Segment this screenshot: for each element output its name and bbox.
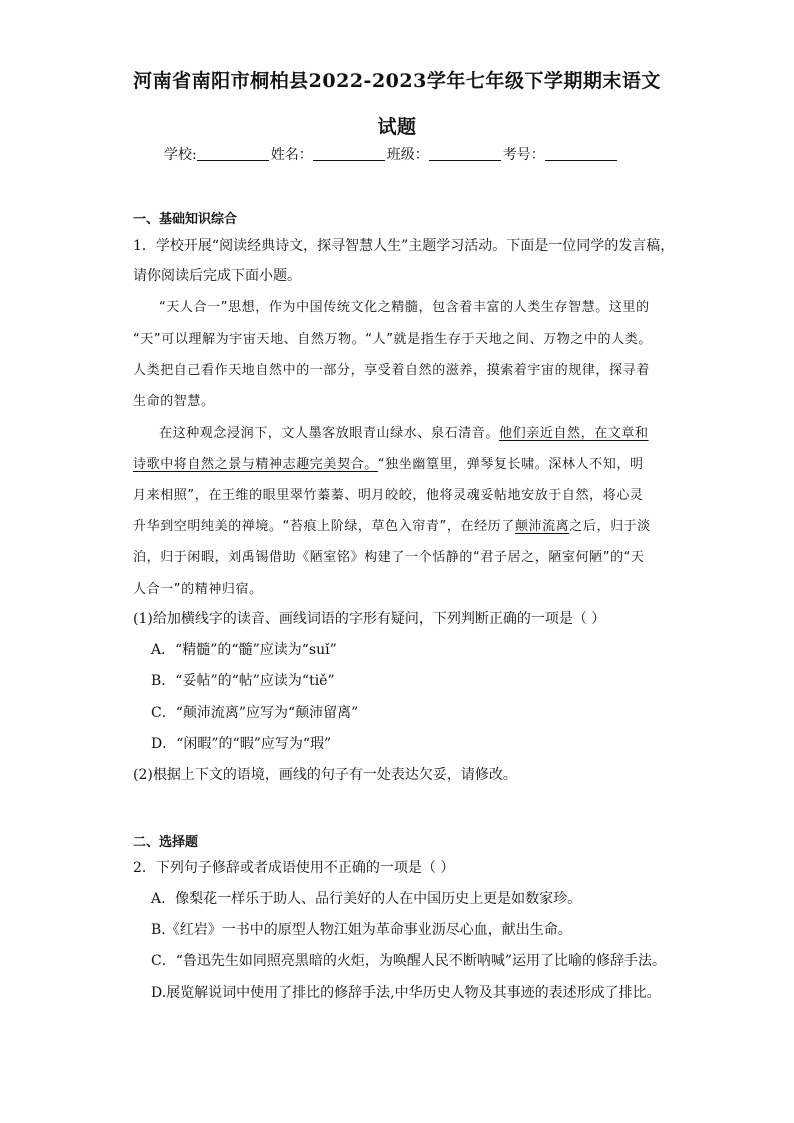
section2-heading: 二、选择题 bbox=[133, 835, 199, 850]
option-d[interactable]: D．“闲暇”的“暇”应写为“瑕” bbox=[151, 736, 332, 752]
passage-p1-line4: 生命的智慧。 bbox=[133, 394, 215, 409]
passage-p2-line4: 升华到空明纯美的禅境。“苔痕上阶绿，草色入帘青”，在经历了颠沛流离之后，归于淡 bbox=[133, 519, 651, 534]
number-label: 考号： bbox=[502, 147, 545, 163]
q1-stem-line1: 1．学校开展“阅读经典诗文，探寻智慧人生”主题学习活动。下面是一位同学的发言稿， bbox=[133, 238, 675, 254]
section1-heading: 一、基础知识综合 bbox=[133, 212, 238, 227]
name-label: 姓名： bbox=[270, 147, 313, 163]
number-blank[interactable] bbox=[545, 146, 617, 161]
passage-p2-line5: 泊，归于闲暇，刘禹锡借助《陋室铭》构建了一个恬静的“君子居之，陋室何陋”的“天 bbox=[133, 550, 645, 565]
name-blank[interactable] bbox=[313, 146, 385, 161]
student-info-row bbox=[164, 144, 619, 164]
passage-p2-line1: 在这种观念浸润下，文人墨客放眼青山绿水、泉石清音。他们亲近自然，在文章和 bbox=[159, 426, 649, 441]
school-label: 学校: bbox=[164, 147, 197, 163]
q1-stem-line2: 请你阅读后完成下面小题。 bbox=[133, 268, 301, 284]
passage-p2-line3: 月来相照”，在王维的眼里翠竹蓁蓁、明月皎皎，他将灵魂妥帖地安放于自然，将心灵 bbox=[133, 488, 644, 503]
sub-question-2: (2)根据上下文的语境，画线的句子有一处表达欠妥，请修改。 bbox=[133, 767, 517, 783]
option-a[interactable]: A．“精髓”的“髓”应读为“suǐ” bbox=[151, 642, 337, 658]
passage-p1-line3: 人类把自己看作天地自然中的一部分，享受着自然的滋养，摸索着宇宙的规律，探寻着 bbox=[133, 363, 650, 378]
passage-p1-line1: “天人合一”思想，作为中国传统文化之精髓，包含着丰富的人类生存智慧。这里的 bbox=[159, 300, 650, 315]
class-label: 班级： bbox=[386, 147, 429, 163]
passage-p1-line2: “天”可以理解为宇宙天地、自然万物。“人”就是指生存于天地之间、万物之中的人类。 bbox=[133, 332, 652, 347]
q2-stem: 2．下列句子修辞或者成语使用不正确的一项是（ ） bbox=[133, 860, 455, 876]
q2-option-c[interactable]: C．“鲁迅先生如同照亮黑暗的火炬，为唤醒人民不断呐喊”运用了比喻的修辞手法。 bbox=[151, 953, 667, 969]
underlined-sentence-part1: 他们亲近自然，在文章和 bbox=[499, 426, 649, 441]
q2-option-b[interactable]: B.《红岩》一书中的原型人物江姐为革命事业沥尽心血，献出生命。 bbox=[151, 922, 572, 938]
underlined-sentence-part2: 诗歌中将自然之景与精神志趣完美契合。 bbox=[133, 457, 378, 472]
q2-option-a[interactable]: A．像梨花一样乐于助人、品行美好的人在中国历史上更是如数家珍。 bbox=[151, 891, 582, 907]
q2-option-d[interactable]: D.展览解说词中使用了排比的修辞手法,中华历史人物及其事迹的表述形成了排比。 bbox=[151, 985, 661, 1001]
class-blank[interactable] bbox=[429, 146, 501, 161]
option-c[interactable]: C．“颠沛流离”应写为“颠沛留离” bbox=[151, 705, 359, 721]
exam-title-line2: 试题 bbox=[377, 116, 417, 138]
passage-p2-line6: 人合一”的精神归宿。 bbox=[133, 582, 263, 597]
school-blank[interactable] bbox=[197, 146, 269, 161]
option-b[interactable]: B．“妥帖”的“帖”应读为“tiě” bbox=[151, 673, 335, 689]
passage-p2-line2: 诗歌中将自然之景与精神志趣完美契合。“独坐幽篁里，弹琴复长啸。深林人不知，明 bbox=[133, 457, 644, 472]
underlined-word: 颠沛流离 bbox=[514, 519, 570, 534]
sub-question-1: (1)给加横线字的读音、画线词语的字形有疑问，下列判断正确的一项是（ ） bbox=[133, 611, 606, 627]
exam-title-line1: 河南省南阳市桐柏县2022-2023学年七年级下学期期末语文 bbox=[133, 70, 661, 92]
